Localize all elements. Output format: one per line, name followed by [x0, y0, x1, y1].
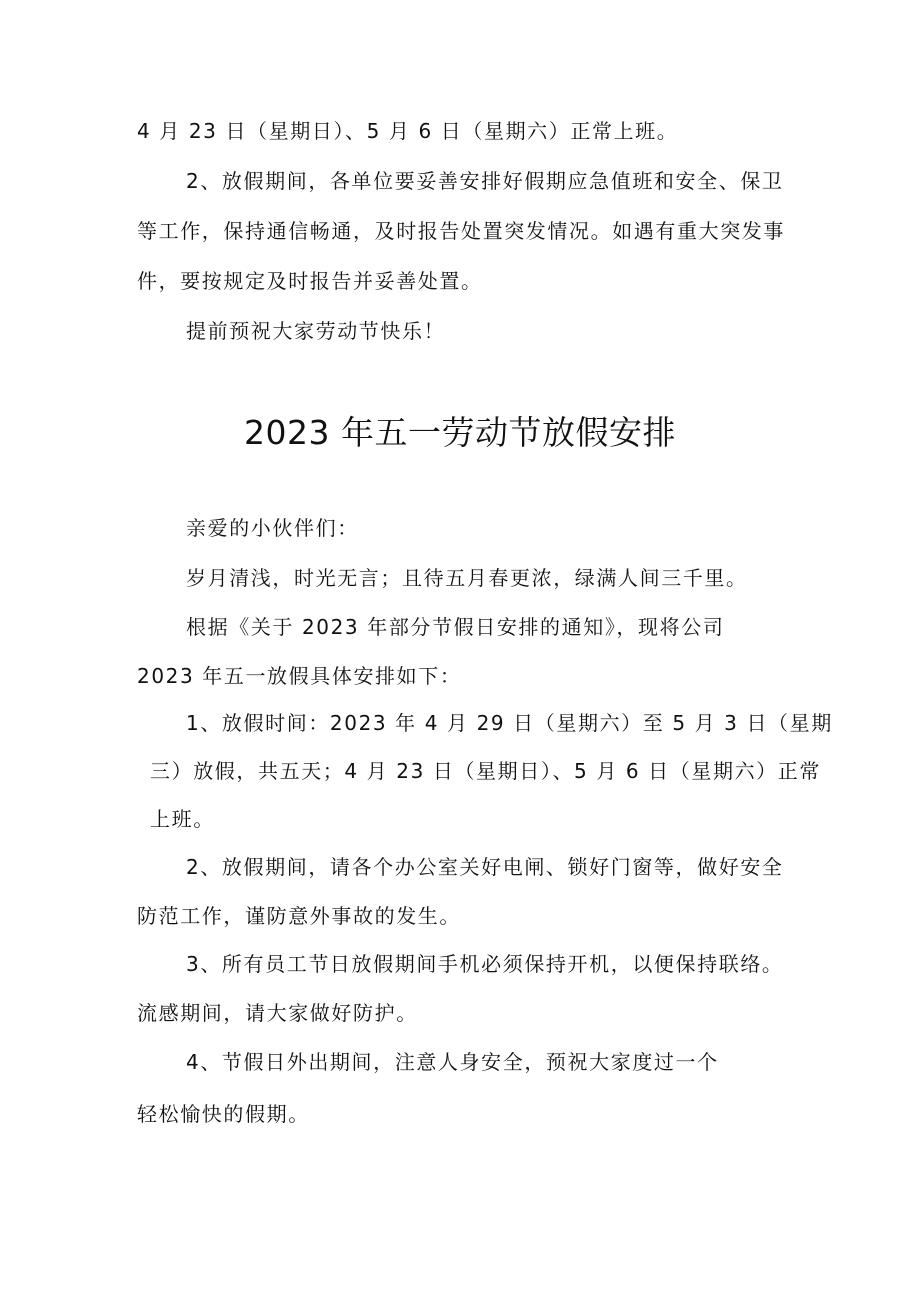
text-line: 防范工作，谨防意外事故的发生。 [137, 904, 461, 928]
text-line: 件，要按规定及时报告并妥善处置。 [137, 269, 483, 293]
text-line: 流感期间，请大家做好防护。 [137, 1001, 418, 1025]
text-line: 1、放假时间：2023 年 4 月 29 日（星期六）至 5 月 3 日（星期 [186, 711, 833, 735]
text-line: 2、放假期间，各单位要妥善安排好假期应急值班和安全、保卫 [186, 169, 784, 193]
text-line: 3、所有员工节日放假期间手机必须保持开机，以便保持联络。 [186, 952, 784, 976]
text-line: 等工作，保持通信畅通，及时报告处置突发情况。如遇有重大突发事 [137, 219, 785, 243]
text-line: 4 月 23 日（星期日）、5 月 6 日（星期六）正常上班。 [137, 119, 679, 143]
text-line: 岁月清浅，时光无言；且待五月春更浓，绿满人间三千里。 [186, 566, 748, 590]
greeting: 亲爱的小伙伴们： [186, 516, 359, 540]
text-line: 轻松愉快的假期。 [137, 1102, 310, 1126]
text-line: 2、放假期间，请各个办公室关好电闸、锁好门窗等，做好安全 [186, 855, 784, 879]
text-line: 根据《关于 2023 年部分节假日安排的通知》，现将公司 [186, 615, 725, 639]
text-line: 上班。 [150, 807, 215, 831]
document-title: 2023 年五一劳动节放假安排 [244, 413, 676, 452]
text-line: 提前预祝大家劳动节快乐！ [186, 319, 446, 343]
text-line: 三）放假，共五天；4 月 23 日（星期日）、5 月 6 日（星期六）正常 [150, 759, 821, 783]
text-line: 4、节假日外出期间，注意人身安全，预祝大家度过一个 [186, 1050, 719, 1074]
text-line: 2023 年五一放假具体安排如下： [137, 664, 462, 688]
